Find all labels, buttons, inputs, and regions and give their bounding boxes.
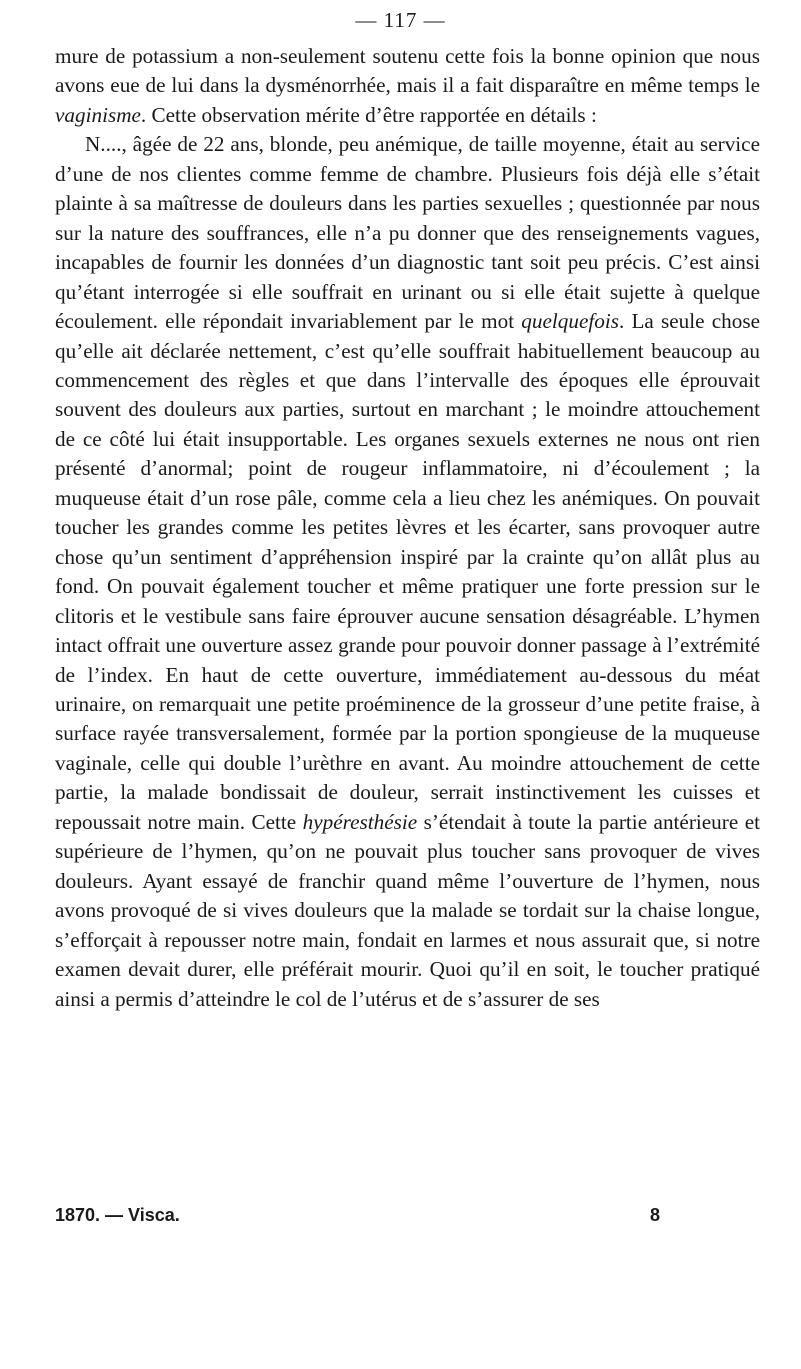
page-number: — 117 — bbox=[355, 8, 446, 32]
footer-source: 1870. — Visca. bbox=[55, 1205, 180, 1225]
text-segment: mure de potassium a non-seulement soutenu cette fois la bonne opinion que nous avons eue de lui dans la dysménorrhée, mais il a fait disparaître en même temps le bbox=[55, 44, 760, 98]
text-segment: . Cette observation mérite d’être rapportée en détails : bbox=[140, 102, 597, 127]
italic-term-hyperesthesie: hypéresthésie bbox=[302, 809, 418, 834]
text-segment: . La seule chose qu’elle ait déclarée nettement, c’est qu’elle souffrait habituellement beaucoup au commencement des règles et que dans l’intervalle des époques elle éprouvait souvent des douleurs aux parties, surtout en marchant ; le moindre attouchement de ce côté lui était insupportable. Les organes sexuels externes ne nous ont rien présenté d’anormal; point de rougeur inflammatoire, ni d’écoulement ; la muqueuse était d’un rose pâle, comme cela a lieu chez les anémiques. On pouvait toucher les grandes comme les petites lèvres et les écarter, sans provoquer autre chose qu’un sentiment d’appréhension inspiré par la crainte qu’on allât plus au fond. On pouvait également toucher et même pratiquer une forte pression sur le clitoris et le vestibule sans faire éprouver aucune sensation désagréable. L’hymen intact offrait une ouverture assez grande pour pouvoir donner passage à l’extrémité de l’index. En haut de cette ouverture, immédiatement au-dessous du méat urinaire, on remarquait une petite proéminence de la grosseur d’une petite fraise, à surface rayée transversalement, formée par la portion spongieuse de la muqueuse vaginale, celle qui double l’urèthre en avant. Au moindre attouchement de cette partie, la malade bondissait de douleur, serrait instinctivement les cuisses et repoussait notre main. Cette bbox=[55, 309, 760, 834]
text-segment: N...., âgée de 22 ans, blonde, peu anémique, de taille moyenne, était au service d’une de nos clientes comme femme de chambre. Plusieurs fois déjà elle s’était plainte à sa maîtresse de douleurs dans les parties sexuelles ; questionnée par nous sur la nature des souffrances, elle n’a pu donner que des renseignements vagues, incapables de fournir les données d’un diagnostic tant soit peu précis. C’est ainsi qu’étant interrogée si elle souffrait en urinant ou si elle était sujette à quelque écoulement. elle répondait invariablement par le mot bbox=[55, 132, 760, 334]
body-text bbox=[55, 42, 760, 1014]
footer bbox=[55, 1205, 760, 1226]
paragraph-2 bbox=[55, 130, 760, 1014]
italic-term-quelquefois: quelquefois bbox=[521, 309, 619, 334]
paragraph-1 bbox=[55, 42, 760, 130]
text-segment: s’étendait à toute la partie antérieure et supérieure de l’hymen, qu’on ne pouvait plus toucher sans provoquer de vives douleurs. Ayant essayé de franchir quand même l’ouverture de l’hymen, nous avons provoqué de si vives douleurs que la malade se tordait sur la chaise longue, s’efforçait à repousser notre main, fondait en larmes et nous assurait que, si notre examen devait durer, elle préférait mourir. Quoi qu’il en soit, le toucher pratiqué ainsi a permis d’atteindre le col de l’utérus et de s’assurer de ses bbox=[55, 809, 760, 1011]
italic-term-vaginisme: vaginisme bbox=[55, 102, 141, 127]
signature-mark: 8 bbox=[649, 1205, 660, 1225]
